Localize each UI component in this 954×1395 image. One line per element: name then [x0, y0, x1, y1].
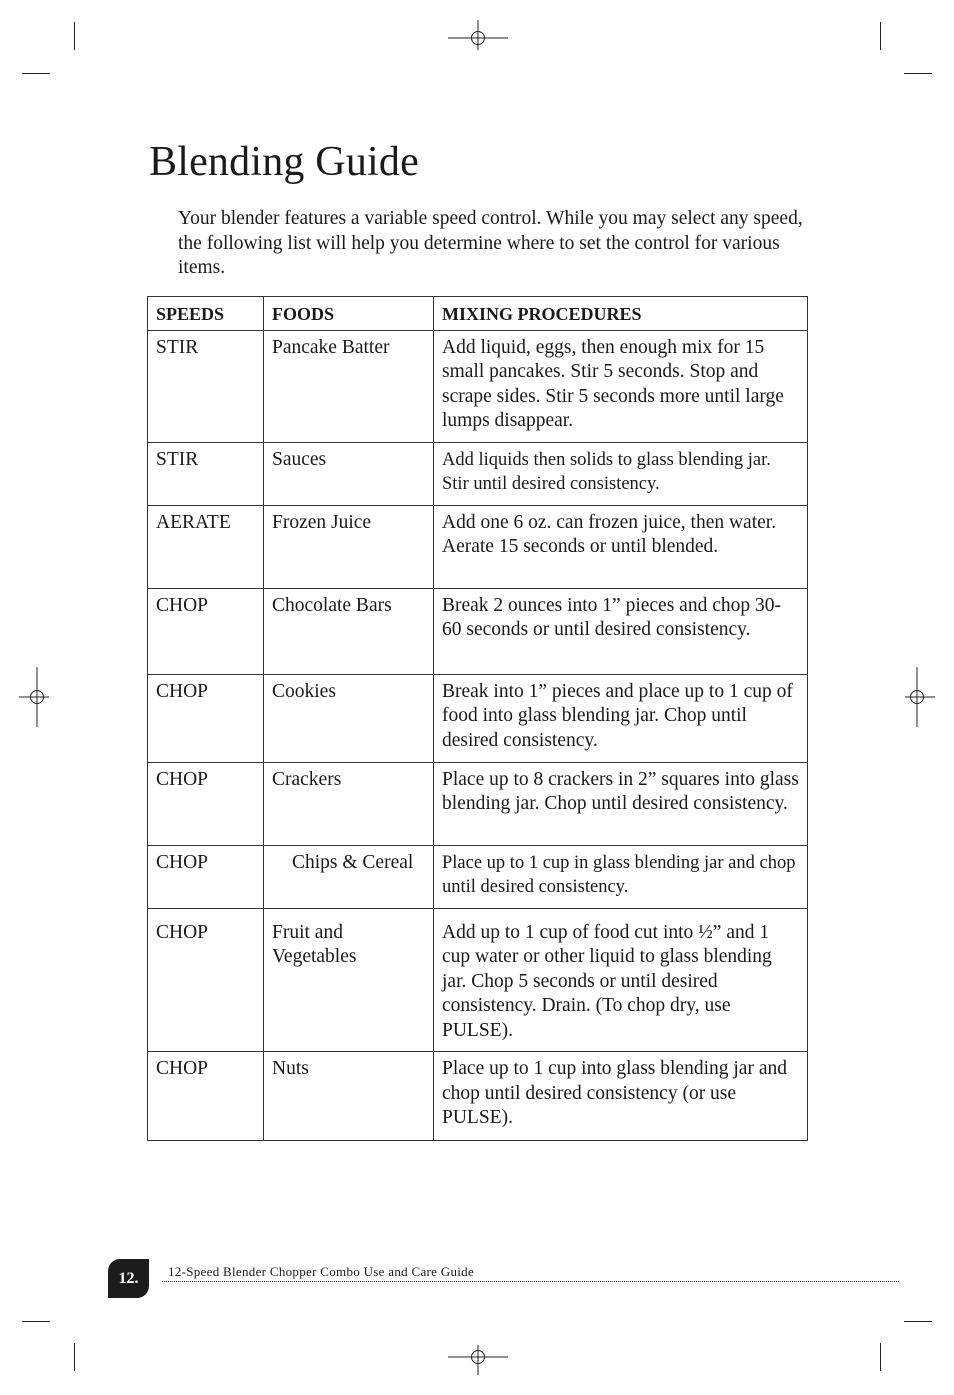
registration-mark-icon [448, 1327, 508, 1387]
procedure-cell: Place up to 8 crackers in 2” squares into glass blending jar. Chop until desired consistency. [434, 762, 808, 845]
food-cell: Chocolate Bars [264, 588, 434, 674]
procedure-cell: Add liquid, eggs, then enough mix for 15 small pancakes. Stir 5 seconds. Stop and scrape sides. Stir 5 seconds more until large lumps disappear. [434, 330, 808, 442]
crop-mark [22, 1321, 50, 1322]
crop-mark [74, 1343, 75, 1371]
procedure-cell: Add one 6 oz. can frozen juice, then water. Aerate 15 seconds or until blended. [434, 505, 808, 588]
food-cell: Nuts [264, 1052, 434, 1141]
page-title: Blending Guide [149, 139, 419, 185]
footer-dotted-rule [162, 1281, 899, 1282]
intro-paragraph: Your blender features a variable speed control. While you may select any speed, the following list will help you determine where to set the control for various items. [178, 208, 803, 278]
table-row [148, 674, 808, 762]
header-mixing-procedures: MIXING PROCEDURES [434, 297, 808, 331]
speed-cell: CHOP [148, 908, 264, 1052]
registration-mark-icon [448, 8, 508, 68]
food-cell: Fruit and Vegetables [264, 908, 434, 1052]
blending-guide-table [147, 296, 808, 1141]
procedure-cell: Break 2 ounces into 1” pieces and chop 30-60 seconds or until desired consistency. [434, 588, 808, 674]
table-row [148, 845, 808, 908]
table-row [148, 908, 808, 1052]
speed-cell: AERATE [148, 505, 264, 588]
crop-mark [904, 73, 932, 74]
table-row [148, 588, 808, 674]
crop-mark [880, 22, 881, 50]
food-cell: Cookies [264, 674, 434, 762]
procedure-cell: Place up to 1 cup into glass blending jar and chop until desired consistency (or use PULSE). [434, 1052, 808, 1141]
crop-mark [22, 73, 50, 74]
speed-cell: CHOP [148, 674, 264, 762]
table-row [148, 330, 808, 442]
header-speeds: SPEEDS [148, 297, 264, 331]
registration-mark-icon [887, 667, 947, 727]
speed-cell: CHOP [148, 845, 264, 908]
crop-mark [880, 1343, 881, 1371]
table-row [148, 442, 808, 505]
crop-mark [74, 22, 75, 50]
food-cell: Chips & Cereal [264, 845, 434, 908]
speed-cell: CHOP [148, 1052, 264, 1141]
table-header-row [148, 297, 808, 331]
speed-cell: CHOP [148, 588, 264, 674]
procedure-cell: Add up to 1 cup of food cut into ½” and 1 cup water or other liquid to glass blending jar. Chop 5 seconds or until desired consistency. Drain. (To chop dry, use PULSE). [434, 908, 808, 1052]
header-foods: FOODS [264, 297, 434, 331]
footer-guide-title: 12-Speed Blender Chopper Combo Use and Care Guide [168, 1264, 475, 1279]
food-cell: Frozen Juice [264, 505, 434, 588]
table-row [148, 1052, 808, 1141]
speed-cell: CHOP [148, 762, 264, 845]
procedure-cell: Break into 1” pieces and place up to 1 cup of food into glass blending jar. Chop until desired consistency. [434, 674, 808, 762]
procedure-cell: Place up to 1 cup in glass blending jar and chop until desired consistency. [434, 845, 808, 908]
procedure-cell: Add liquids then solids to glass blending jar. Stir until desired consistency. [434, 442, 808, 505]
page-number-badge: 12. [108, 1259, 149, 1298]
food-cell: Sauces [264, 442, 434, 505]
crop-mark [904, 1321, 932, 1322]
table-row [148, 762, 808, 845]
food-cell: Crackers [264, 762, 434, 845]
speed-cell: STIR [148, 442, 264, 505]
speed-cell: STIR [148, 330, 264, 442]
registration-mark-icon [7, 667, 67, 727]
table-row [148, 505, 808, 588]
food-cell: Pancake Batter [264, 330, 434, 442]
